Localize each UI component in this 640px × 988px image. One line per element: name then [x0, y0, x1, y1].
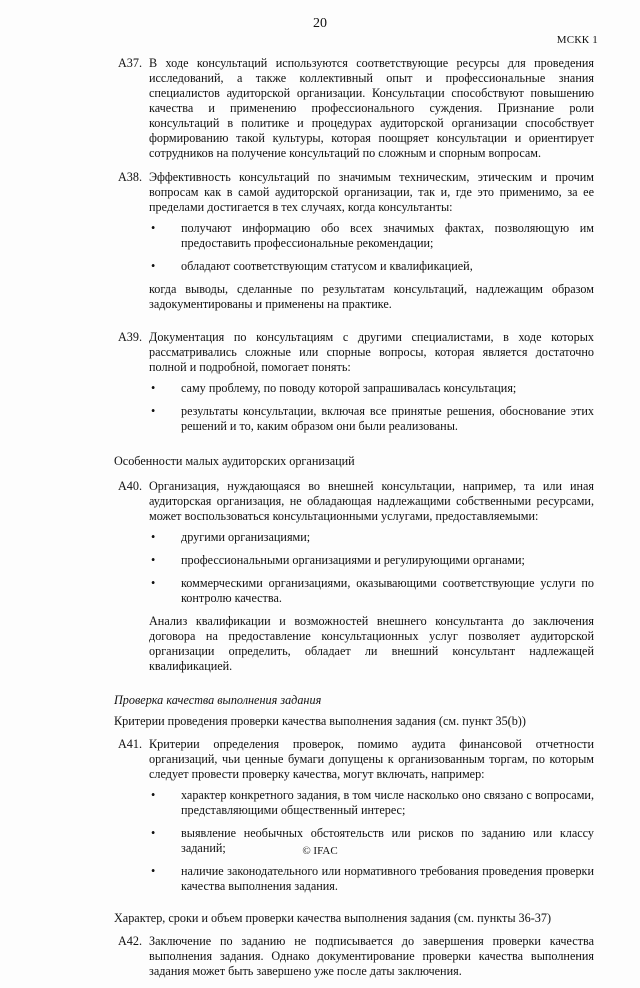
list-item [149, 404, 594, 434]
paragraph-a41 [118, 737, 594, 902]
paragraph-content [149, 479, 594, 683]
paragraph-a40 [118, 479, 594, 683]
copyright-footer: © IFAC [302, 845, 338, 857]
bullet-list [149, 221, 594, 274]
paragraph-a42 [118, 934, 594, 979]
bullet-list [149, 530, 594, 606]
list-item-text: результаты консультации, включая все принятые решения, обоснование этих решений и то, каким образом они были реализованы. [181, 404, 594, 433]
bullet-icon: • [151, 788, 156, 802]
paragraph-number: A41. [118, 737, 143, 751]
paragraph-text: Документация по консультациям с другими специалистами, в ходе которых рассматривались сложные или спорные вопросы, которая является достаточно полной и подробной, помогает понять: [149, 330, 594, 374]
list-item [149, 553, 594, 568]
section-heading-italic: Проверка качества выполнения задания [114, 693, 322, 707]
subsection-heading: Критерии проведения проверки качества выполнения задания (см. пункт 35(b)) [114, 714, 526, 728]
bullet-icon: • [151, 259, 156, 273]
list-item [149, 381, 594, 396]
list-item-text: получают информацию обо всех значимых фактах, позволяющую им предоставить профессиональные рекомендации; [181, 221, 594, 250]
list-item [149, 221, 594, 251]
list-item-text: коммерческими организациями, оказывающими соответствующие услуги по контролю качества. [181, 576, 594, 605]
bullet-icon: • [151, 826, 156, 840]
bullet-icon: • [151, 576, 156, 590]
bullet-icon: • [151, 404, 156, 418]
list-item-text: выявление необычных обстоятельств или рисков по заданию или классу заданий; [181, 826, 594, 855]
list-item-text: другими организациями; [181, 530, 311, 544]
paragraph-a39 [118, 330, 594, 442]
paragraph-number: A40. [118, 479, 143, 493]
bullet-icon: • [151, 530, 156, 544]
paragraph-number: A38. [118, 170, 143, 184]
paragraph-text: Заключение по заданию не подписывается до завершения проверки качества выполнения задания. Однако документирование проверки качества выполнения задания может быть завершено уже после даты заключения. [149, 934, 594, 978]
list-item-text: характер конкретного задания, в том числе насколько оно связано с вопросами, представляющими общественный интерес; [181, 788, 594, 817]
paragraph-text: Эффективность консультаций по значимым техническим, этическим и прочим вопросам как в самой аудиторской организации, так и, где это применимо, за ее пределами достигается в тех случаях, когда консультанты: [149, 170, 594, 214]
paragraph-number: A42. [118, 934, 143, 948]
paragraph-content [149, 737, 594, 902]
paragraph-text: В ходе консультаций используются соответствующие ресурсы для проведения исследований, а также коллективный опыт и профессиональные знания специалистов аудиторской организации. Консультации способствуют повышению качества и применению профессионального суждения. Признание роли консультаций в политике и процедурах аудиторской организации способствует формированию такой культуры, которая поощряет консультации и ориентирует сотрудников на получение консультаций по сложным и спорным вопросам. [149, 56, 594, 160]
section-heading: Особенности малых аудиторских организаций [114, 454, 355, 468]
list-item [149, 259, 594, 274]
list-item-text: обладают соответствующим статусом и квалификацией, [181, 259, 473, 273]
bullet-icon: • [151, 221, 156, 235]
paragraph-continuation: Анализ квалификации и возможностей внешнего консультанта до заключения договора на предоставление консультационных услуг позволяет аудиторской организации определить, обладает ли внешний консультант надлежащей квалификацией. [149, 614, 594, 673]
bullet-icon: • [151, 553, 156, 567]
page-number: 20 [313, 16, 327, 31]
paragraph-a37 [118, 56, 594, 161]
list-item-text: наличие законодательного или нормативного требования проведения проверки качества выполнения задания. [181, 864, 594, 893]
list-item [149, 788, 594, 818]
bullet-icon: • [151, 864, 156, 878]
document-code: МСКК 1 [556, 34, 598, 46]
subsection-heading: Характер, сроки и объем проверки качества выполнения задания (см. пункты 36-37) [114, 911, 552, 925]
paragraph-a38 [118, 170, 594, 321]
paragraph-continuation: когда выводы, сделанные по результатам консультаций, надлежащим образом задокументированы и применены на практике. [149, 282, 594, 311]
paragraph-number: A37. [118, 56, 143, 70]
paragraph-text: Критерии определения проверок, помимо аудита финансовой отчетности организаций, чьи ценные бумаги допущены к организованным торгам, по которым следует провести проверку качества, могут включать, например: [149, 737, 594, 781]
paragraph-number: A39. [118, 330, 143, 344]
paragraph-text: Организация, нуждающаяся во внешней консультации, например, та или иная аудиторская организация, не обладающая надлежащими собственными ресурсами, может воспользоваться консультационными услугами, предоставляемыми: [149, 479, 594, 523]
bullet-icon: • [151, 381, 156, 395]
list-item-text: саму проблему, по поводу которой запрашивалась консультация; [181, 381, 517, 395]
bullet-list [149, 788, 594, 894]
paragraph-content [149, 170, 594, 321]
list-item [149, 530, 594, 545]
paragraph-content [149, 330, 594, 442]
bullet-list [149, 381, 594, 434]
list-item-text: профессиональными организациями и регулирующими органами; [181, 553, 525, 567]
list-item [149, 576, 594, 606]
list-item [149, 864, 594, 894]
